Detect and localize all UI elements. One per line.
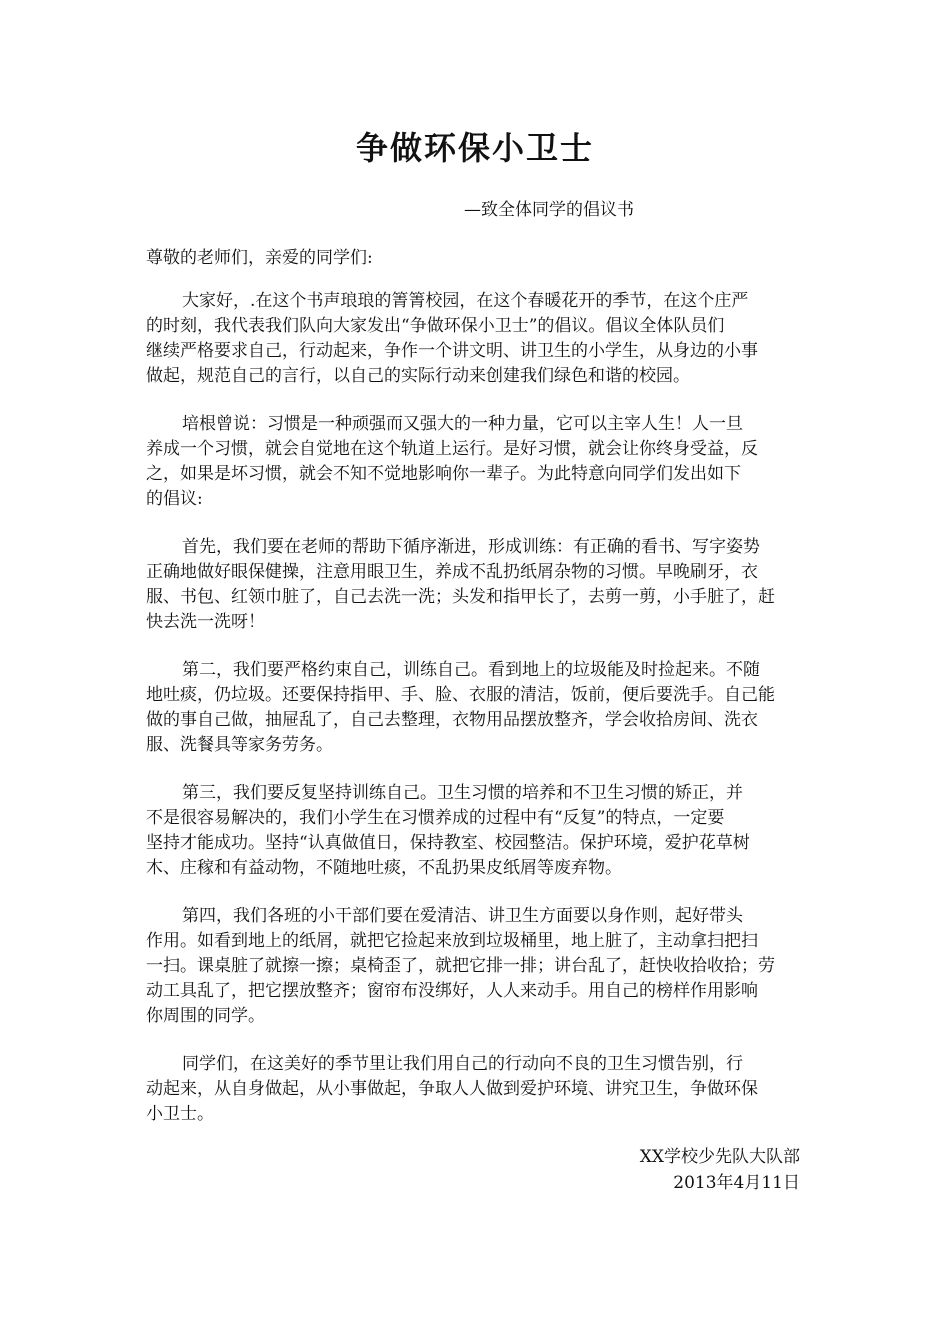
document-subtitle: —致全体同学的倡议书 bbox=[464, 200, 634, 220]
paragraph bbox=[146, 535, 810, 635]
document-title: 争做环保小卫士 bbox=[355, 129, 594, 167]
paragraph-line: 正确地做好眼保健操，注意用眼卫生，养成不乱扔纸屑杂物的习惯。早晚刷牙，衣 bbox=[146, 562, 758, 582]
paragraph bbox=[146, 781, 810, 881]
signature-organization: XX学校少先队大队部 bbox=[639, 1147, 800, 1167]
paragraph-line: 动起来，从自身做起，从小事做起，争取人人做到爱护环境、讲究卫生，争做环保 bbox=[146, 1079, 758, 1099]
paragraph-line: 地吐痰，仍垃圾。还要保持指甲、手、脸、衣服的清洁，饭前，便后要洗手。自己能 bbox=[146, 685, 775, 705]
paragraph-line: 坚持才能成功。坚持“认真做值日，保持教室、校园整洁。保护环境，爱护花草树 bbox=[146, 833, 750, 853]
paragraph-line: 培根曾说：习惯是一种顽强而又强大的一种力量，它可以主宰人生！人一旦 bbox=[182, 414, 743, 434]
salutation: 尊敬的老师们，亲爱的同学们: bbox=[146, 248, 373, 268]
paragraph-line: 养成一个习惯，就会自觉地在这个轨道上运行。是好习惯，就会让你终身受益，反 bbox=[146, 439, 758, 459]
paragraph bbox=[146, 904, 810, 1029]
paragraph-line: 服、洗餐具等家务劳务。 bbox=[146, 735, 333, 755]
paragraph-line: 首先，我们要在老师的帮助下循序渐进，形成训练：有正确的看书、写字姿势 bbox=[182, 537, 760, 557]
paragraph-line: 第四，我们各班的小干部们要在爱清洁、讲卫生方面要以身作则，起好带头 bbox=[182, 906, 743, 926]
paragraph bbox=[146, 658, 810, 758]
signature-block bbox=[640, 1144, 800, 1196]
paragraph-line: 同学们，在这美好的季节里让我们用自己的行动向不良的卫生习惯告别，行 bbox=[182, 1054, 743, 1074]
paragraph-line: 继续严格要求自己，行动起来，争作一个讲文明、讲卫生的小学生，从身边的小事 bbox=[146, 341, 758, 361]
paragraph-line: 不是很容易解决的，我们小学生在习惯养成的过程中有“反复”的特点，一定要 bbox=[146, 808, 725, 828]
paragraph-line: 作用。如看到地上的纸屑，就把它捡起来放到垃圾桶里，地上脏了，主动拿扫把扫 bbox=[146, 931, 758, 951]
paragraph-line: 第三，我们要反复坚持训练自己。卫生习惯的培养和不卫生习惯的矫正，并 bbox=[182, 783, 743, 803]
signature-date: 2013年4月11日 bbox=[673, 1173, 800, 1193]
paragraph-line: 大家好，.在这个书声琅琅的箐箐校园，在这个春暖花开的季节，在这个庄严 bbox=[182, 291, 749, 311]
paragraph-line: 动工具乱了，把它摆放整齐；窗帘布没绑好，人人来动手。用自己的榜样作用影响 bbox=[146, 981, 758, 1001]
paragraph-line: 第二，我们要严格约束自己，训练自己。看到地上的垃圾能及时捡起来。不随 bbox=[182, 660, 760, 680]
document-body bbox=[146, 289, 810, 1150]
paragraph-line: 做起，规范自己的言行，以自己的实际行动来创建我们绿色和谐的校园。 bbox=[146, 366, 690, 386]
paragraph-line: 小卫士。 bbox=[146, 1104, 214, 1124]
paragraph-line: 一扫。课桌脏了就擦一擦；桌椅歪了，就把它排一排；讲台乱了，赶快收拾收拾；劳 bbox=[146, 956, 775, 976]
paragraph-line: 之，如果是坏习惯，就会不知不觉地影响你一辈子。为此特意向同学们发出如下 bbox=[146, 464, 741, 484]
paragraph-line: 服、书包、红领巾脏了，自己去洗一洗；头发和指甲长了，去剪一剪，小手脏了，赶 bbox=[146, 587, 775, 607]
paragraph-line: 的时刻，我代表我们队向大家发出“争做环保小卫士”的倡议。倡议全体队员们 bbox=[146, 316, 725, 336]
paragraph bbox=[146, 412, 810, 512]
paragraph-line: 快去洗一洗呀！ bbox=[146, 612, 265, 632]
paragraph bbox=[146, 1052, 810, 1127]
paragraph bbox=[146, 289, 810, 389]
paragraph-line: 的倡议: bbox=[146, 489, 203, 509]
paragraph-line: 做的事自己做，抽屉乱了，自己去整理，衣物用品摆放整齐，学会收拾房间、洗衣 bbox=[146, 710, 758, 730]
paragraph-line: 木、庄稼和有益动物，不随地吐痰，不乱扔果皮纸屑等废弃物。 bbox=[146, 858, 622, 878]
paragraph-line: 你周围的同学。 bbox=[146, 1006, 265, 1026]
